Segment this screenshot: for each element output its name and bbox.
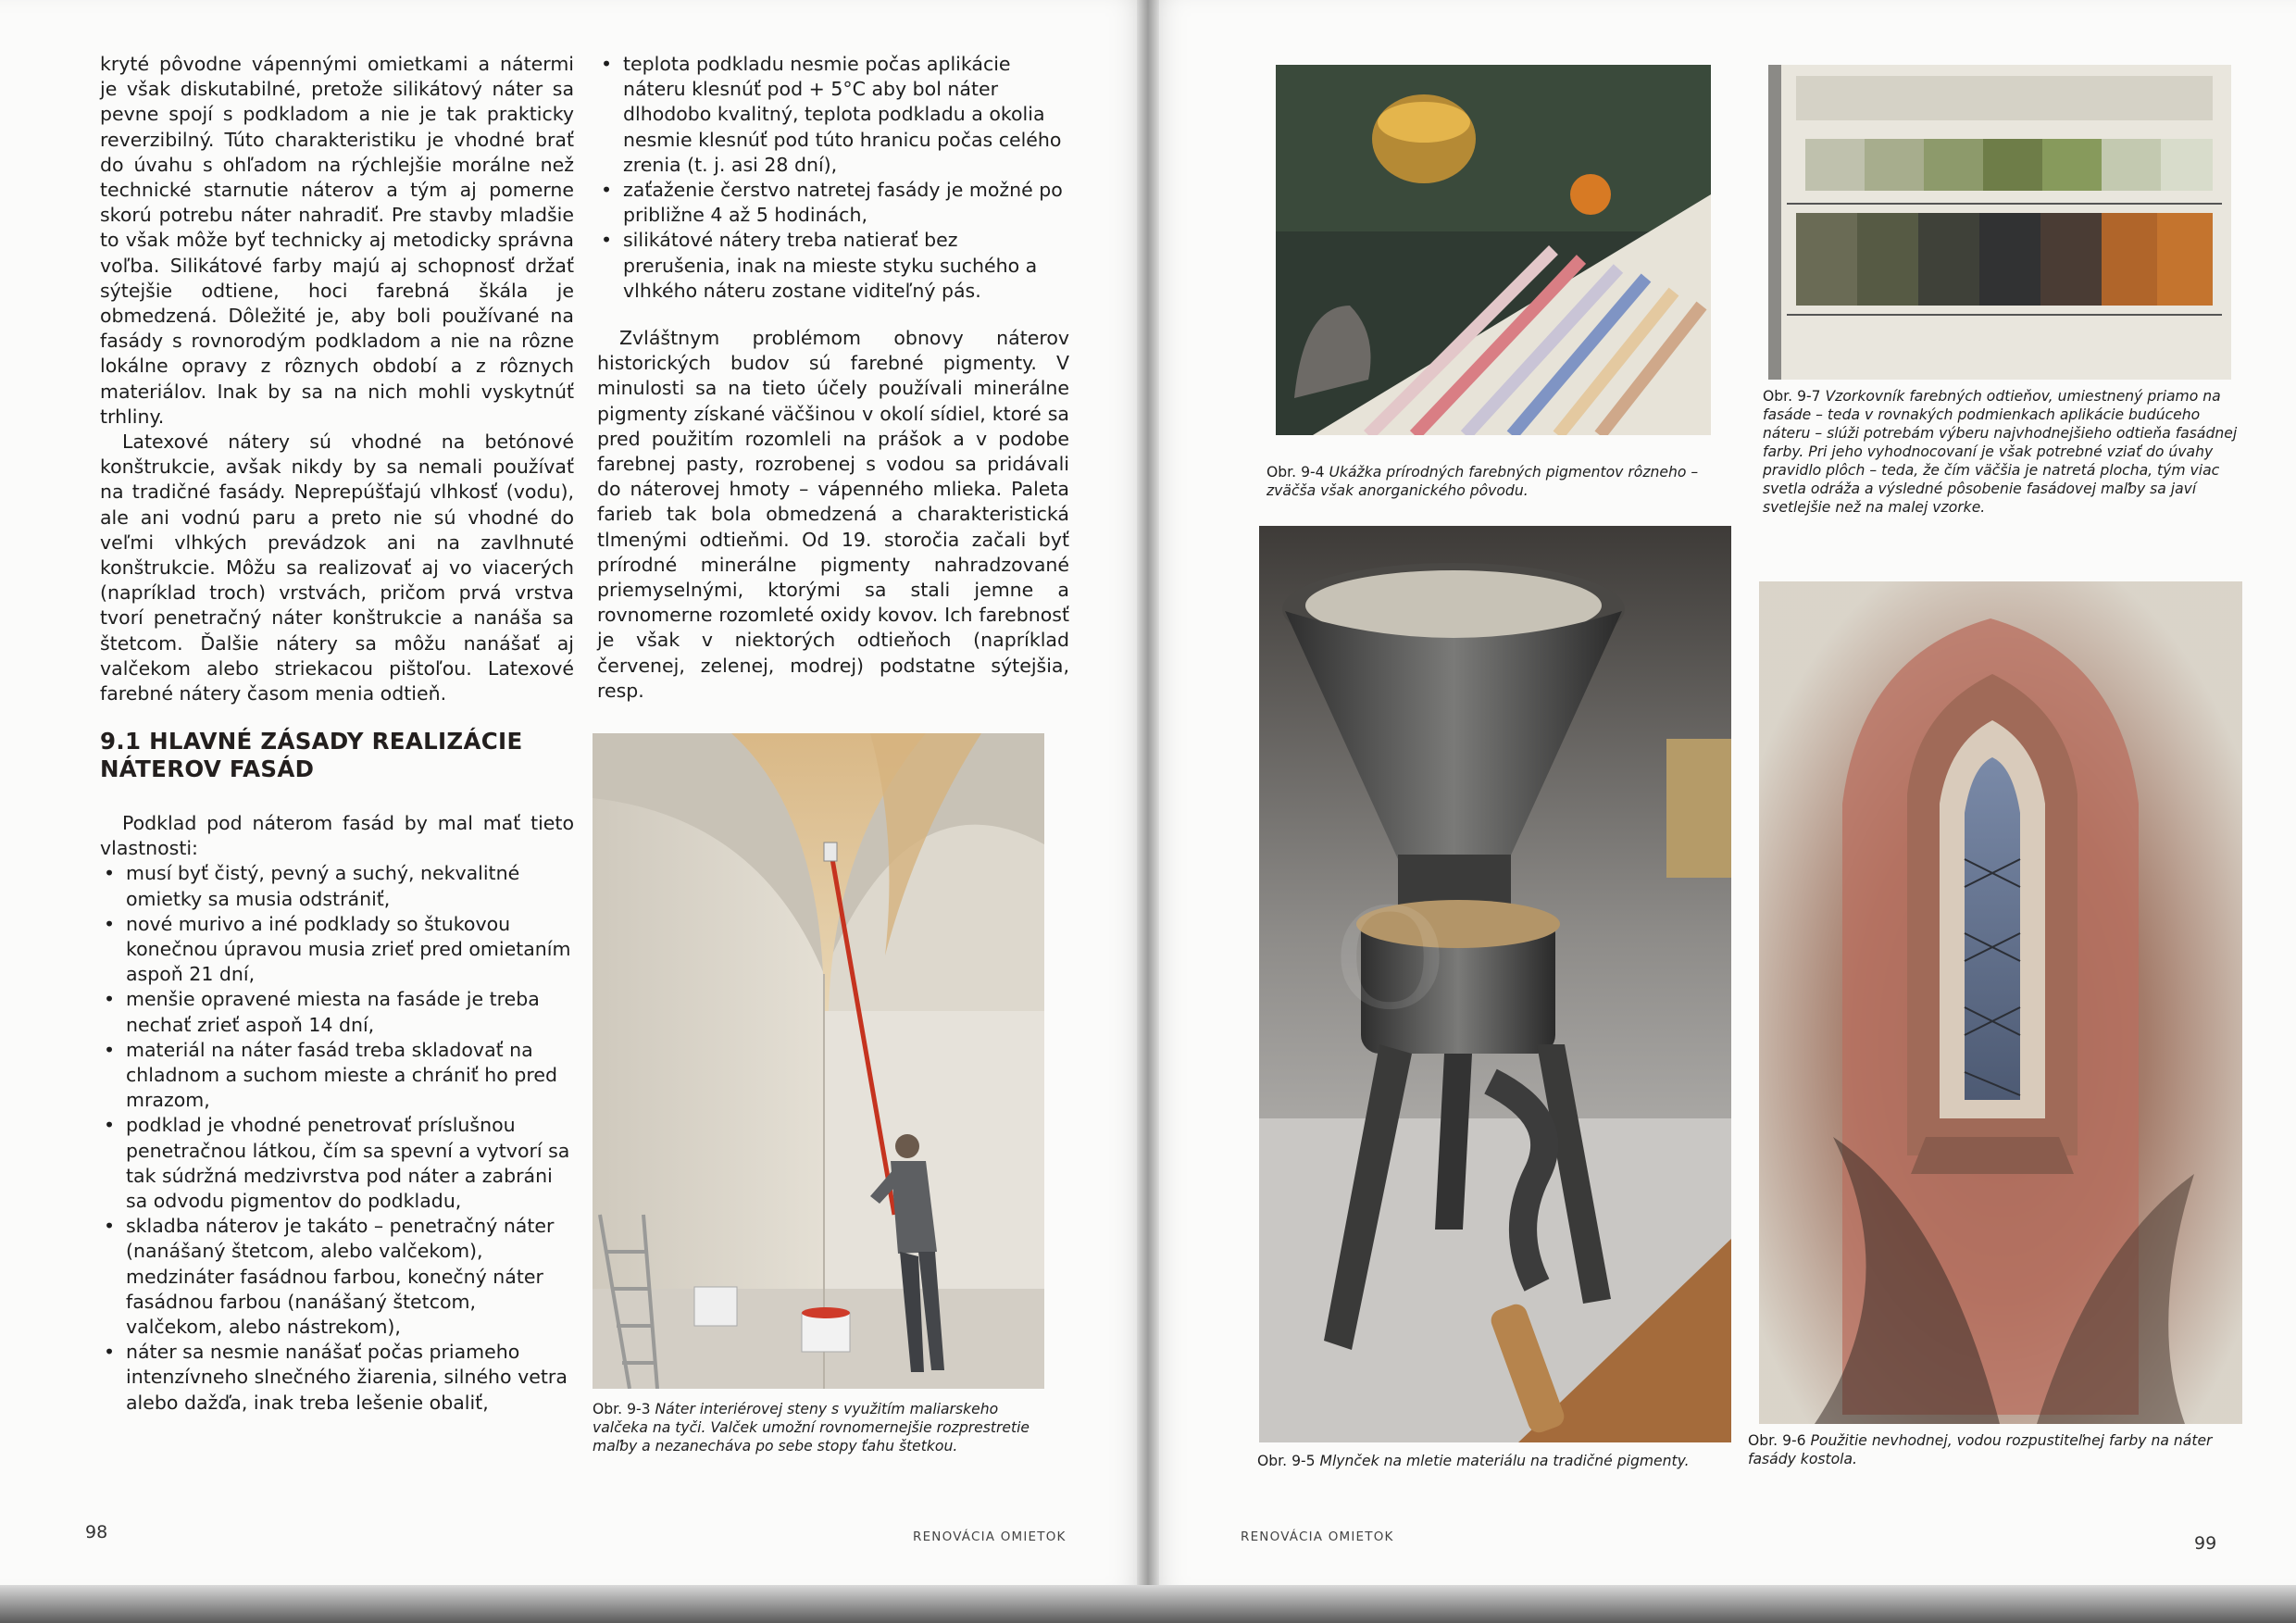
section-bullet-list <box>100 861 574 1415</box>
column-2-bullet-list <box>597 52 1069 304</box>
book-gutter <box>1137 0 1159 1592</box>
list-item: • zaťaženie čerstvo natretej fasády je možné po približne 4 až 5 hodinách, <box>597 178 1069 228</box>
figure-label: Obr. 9-7 <box>1763 388 1821 405</box>
grinder-illustration <box>1259 526 1731 1442</box>
section-intro: Podklad pod náterom fasád by mal mať tieto vlastnosti: <box>100 812 574 860</box>
caption-text: Náter interiérovej steny s využitím maliarskeho valčeka na tyči. Valček umožní rovnomernejšie rozprestretie maľby a nezanecháva po sebe stopy ťahu štetkou. <box>593 1401 1030 1454</box>
caption-text: Použitie nevhodnej, vodou rozpustiteľnej farby na náter fasády kostola. <box>1748 1432 2213 1467</box>
paragraph-silikat: kryté pôvodne vápennými omietkami a nátermi je však diskutabilné, pretože silikátový náter sa pevne spojí s podkladom a nie je tak prakticky reverzibilný. Túto charakteristiku je vhodné brať do úvahu s ohľadom na rýchlejšie morálne než technické starnutie náterov a tým aj pomerne skorú potrebu náter nahradiť. Pre stavby mladšie to však môže byť technicky aj metodicky správna voľba. Silikátové farby majú aj schopnosť držať sýtejšie odtiene, hoci farebná škála je obmedzená. Dôležité je, aby boli používané na fasády s rovnorodým podkladom a nie na rôzne lokálne opravy z rôznych období a z rôznych materiálov. Inak by sa na nich mohli vyskytnúť trhliny. <box>100 53 574 428</box>
list-item: • podklad je vhodné penetrovať príslušnou penetračnou látkou, čím sa spevní a vytvorí sa tak súdržná medzivrstva pod náter a zabráni sa odvodu pigmentov do podkladu, <box>100 1113 574 1214</box>
caption-fig-9-5 <box>1257 1452 1739 1470</box>
painter-illustration <box>593 733 1044 1389</box>
pigments-illustration <box>1276 65 1711 435</box>
left-page <box>0 0 1148 1592</box>
list-item: • musí byť čistý, pevný a suchý, nekvalitné omietky sa musia odstrániť, <box>100 861 574 911</box>
caption-text: Mlynček na mletie materiálu na tradičné pigmenty. <box>1319 1453 1690 1469</box>
running-head-left: RENOVÁCIA OMIETOK <box>913 1529 1067 1544</box>
paragraph-latex: Latexové nátery sú vhodné na betónové konštrukcie, avšak nikdy by sa nemali používať na tradičné fasády. Neprepúšťajú vlhkosť (vodu), ale ani vodnú paru a preto nie sú vhodné do veľmi vlhkých prevádzok ani na zavlhnuté konštrukcie. Môžu sa realizovať aj vo viacerých (napríklad troch) vrstvách, pričom prvá vrstva tvorí penetračný náter konštrukcie a nanáša sa štetcom. Ďalšie nátery sa môžu nanášať aj valčekom alebo striekacou pištoľou. Latexové farebné nátery časom menia odtieň. <box>100 431 574 705</box>
scan-edge-shadow <box>0 1585 2296 1623</box>
list-item: • materiál na náter fasád treba skladovať na chladnom a suchom mieste a chrániť ho pred mrazom, <box>100 1038 574 1114</box>
swatches-illustration <box>1768 65 2231 380</box>
photo-wall-painting <box>593 733 1044 1389</box>
page-number-right: 99 <box>2194 1533 2217 1554</box>
list-item: • teplota podkladu nesmie počas aplikácie náteru klesnúť pod + 5°C aby bol náter dlhodobo kvalitný, teplota podkladu a okolia nesmie klesnúť pod túto hranicu počas celého zrenia (t. j. asi 28 dní), <box>597 52 1069 178</box>
figure-label: Obr. 9-4 <box>1267 464 1325 481</box>
caption-fig-9-3 <box>593 1400 1046 1455</box>
photo-color-swatches <box>1768 65 2231 380</box>
section-heading: 9.1 HLAVNÉ ZÁSADY REALIZÁCIE NÁTEROV FASÁD <box>100 728 523 782</box>
caption-text: Vzorkovník farebných odtieňov, umiestnený priamo na fasáde – teda v rovnakých podmienkach aplikácie budúceho náteru – slúži potrebám výberu najvhodnejšieho odtieňa fasádnej farby. Pri jeho vyhodnocovaní je však potrebné vziať do úvahy pravidlo plôch – teda, že čím väčšia je natretá plocha, tým viac svetla odráža a výsledné pôsobenie fasádovej maľby sa javí svetlejšie než na malej vzorke. <box>1763 388 2238 516</box>
caption-fig-9-6 <box>1748 1431 2248 1468</box>
page-number-left: 98 <box>85 1522 108 1542</box>
paragraph-pigments: Zvláštnym problémom obnovy náterov historických budov sú farebné pigmenty. V minulosti sa na tieto účely používali minerálne pigmenty získané väčšinou v okolí sídiel, ktoré sa pred použitím rozomleli na prášok a v podobe farebnej pasty, rozrobenej s vodou sa pridávali do náterovej hmoty – vápenného mlieka. Paleta farieb tak bola obmedzená a charakteristická tlmenými odtieňmi. Od 19. storočia začali byť prírodné minerálne pigmenty nahradzované priemyselnými, ktorými sa stali jemne a rovnomerne rozomleté oxidy kovov. Ich farebnosť je však v niektorých odtieňoch (napríklad červenej, zelenej, modrej) podstatne sýtejšia, resp. <box>597 327 1069 702</box>
photo-pigments <box>1276 65 1711 435</box>
running-head-right: RENOVÁCIA OMIETOK <box>1241 1529 1394 1544</box>
left-column-1-section <box>100 811 574 1416</box>
photo-church-window <box>1759 581 2242 1424</box>
church-window-illustration <box>1759 581 2242 1424</box>
figure-label: Obr. 9-3 <box>593 1401 651 1417</box>
photo-pigment-grinder <box>1259 526 1731 1442</box>
list-item: • menšie opravené miesta na fasáde je treba nechať zrieť aspoň 14 dní, <box>100 987 574 1037</box>
left-column-2 <box>597 52 1069 704</box>
figure-label: Obr. 9-6 <box>1748 1432 1806 1449</box>
left-column-1 <box>100 52 574 706</box>
list-item: • silikátové nátery treba natierať bez prerušenia, inak na mieste styku suchého a vlhkého náteru zostane viditeľný pás. <box>597 228 1069 304</box>
watermark: O <box>1333 880 1447 1041</box>
caption-fig-9-4 <box>1267 463 1729 500</box>
list-item: • skladba náterov je takáto – penetračný náter (nanášaný štetcom, alebo valčekom), medzináter fasádnou farbou, konečný náter fasádnou farbou (nanášaný štetcom, valčekom, alebo nástrekom), <box>100 1214 574 1340</box>
right-page <box>1148 0 2296 1592</box>
figure-label: Obr. 9-5 <box>1257 1453 1316 1469</box>
caption-text: Ukážka prírodných farebných pigmentov rôzneho – zväčša však anorganického pôvodu. <box>1267 464 1699 499</box>
caption-fig-9-7 <box>1763 387 2242 517</box>
list-item: • náter sa nesmie nanášať počas priameho intenzívneho slnečného žiarenia, silného vetra alebo dažďa, inak treba lešenie obaliť, <box>100 1340 574 1416</box>
list-item: • nové murivo a iné podklady so štukovou konečnou úpravou musia zrieť pred omietaním aspoň 21 dní, <box>100 912 574 988</box>
